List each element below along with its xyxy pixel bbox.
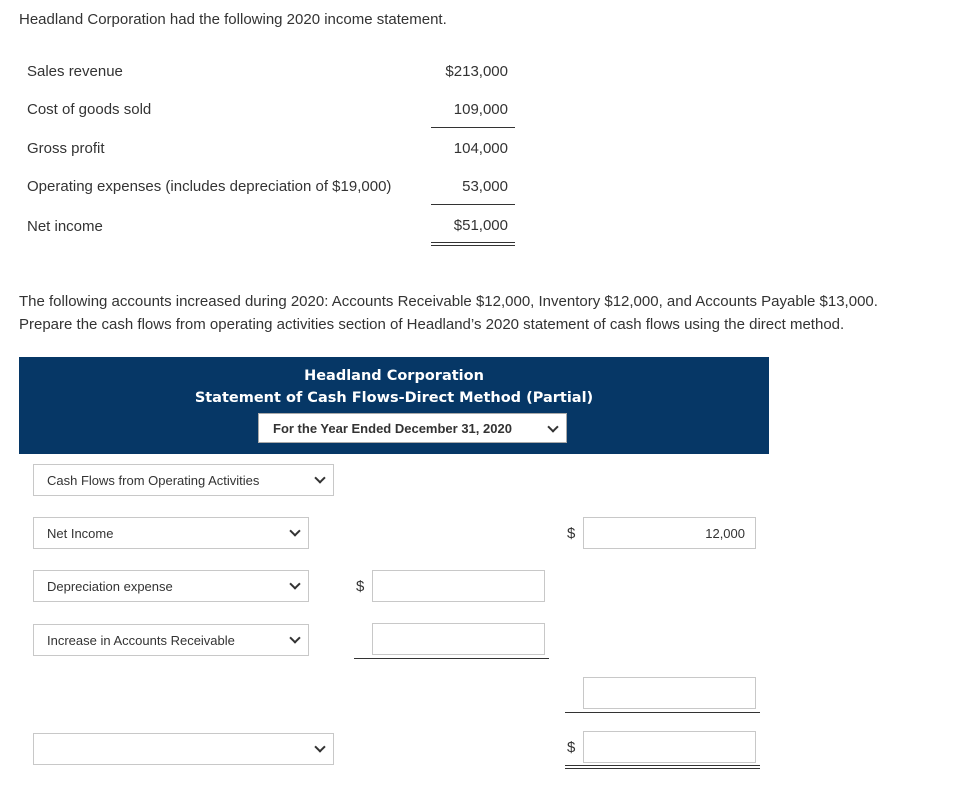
income-label-operating-expenses: Operating expenses (includes depreciation of $19,000): [27, 178, 392, 195]
row3-select-value: Increase in Accounts Receivable: [47, 633, 235, 648]
row3-underline: [354, 658, 549, 659]
opex-underline: [431, 204, 515, 205]
chevron-down-icon: [289, 632, 300, 643]
income-label-sales-revenue: Sales revenue: [27, 63, 123, 80]
cogs-underline: [431, 127, 515, 128]
row2-dollar-sign: $: [356, 578, 365, 595]
intro-text: Headland Corporation had the following 2020 income statement.: [19, 11, 447, 28]
subtotal-amount-input[interactable]: [583, 677, 756, 709]
income-amount-operating-expenses: 53,000: [462, 178, 508, 195]
total-double-underline-2: [565, 768, 760, 769]
income-amount-net-income: $51,000: [453, 217, 508, 234]
total-double-underline-1: [565, 765, 760, 766]
income-label-cogs: Cost of goods sold: [27, 101, 152, 118]
row2-amount-input[interactable]: [372, 570, 545, 602]
instructions-line-1: The following accounts increased during 2020: Accounts Receivable $12,000, Inventory $12,000, and Accounts Payable $13,000.: [19, 293, 878, 310]
company-name: Headland Corporation: [304, 368, 484, 384]
row1-select[interactable]: [33, 517, 309, 549]
row1-amount-input[interactable]: [583, 517, 756, 549]
net-income-double-underline-1: [431, 242, 515, 243]
statement-title: Statement of Cash Flows-Direct Method (Partial): [194, 390, 594, 406]
row3-amount-input[interactable]: [372, 623, 545, 655]
income-amount-cogs: 109,000: [453, 101, 508, 118]
chevron-down-icon: [547, 421, 558, 432]
net-income-double-underline-2: [431, 245, 515, 246]
income-amount-sales-revenue: $213,000: [445, 63, 508, 80]
instructions-line-2: Prepare the cash flows from operating activities section of Headland’s 2020 statement of cash flows using the direct method.: [19, 316, 845, 333]
row1-amount-value: 12,000: [705, 526, 745, 541]
row2-select-value: Depreciation expense: [47, 579, 173, 594]
total-select[interactable]: [33, 733, 334, 765]
row2-select[interactable]: [33, 570, 309, 602]
income-label-gross-profit: Gross profit: [27, 140, 105, 157]
chevron-down-icon: [289, 578, 300, 589]
income-amount-gross-profit: 104,000: [453, 140, 508, 157]
total-amount-input[interactable]: [583, 731, 756, 763]
section-select[interactable]: [33, 464, 334, 496]
total-dollar-sign: $: [567, 739, 576, 756]
chevron-down-icon: [314, 741, 325, 752]
period-select[interactable]: [258, 413, 567, 443]
row1-dollar-sign: $: [567, 525, 576, 542]
chevron-down-icon: [289, 525, 300, 536]
section-select-value: Cash Flows from Operating Activities: [47, 473, 260, 488]
chevron-down-icon: [314, 472, 325, 483]
period-select-value: For the Year Ended December 31, 2020: [273, 421, 512, 436]
row3-select[interactable]: [33, 624, 309, 656]
subtotal-underline: [565, 712, 760, 713]
income-label-net-income: Net income: [27, 218, 103, 235]
statement-header: [19, 357, 769, 454]
row1-select-value: Net Income: [47, 526, 114, 541]
